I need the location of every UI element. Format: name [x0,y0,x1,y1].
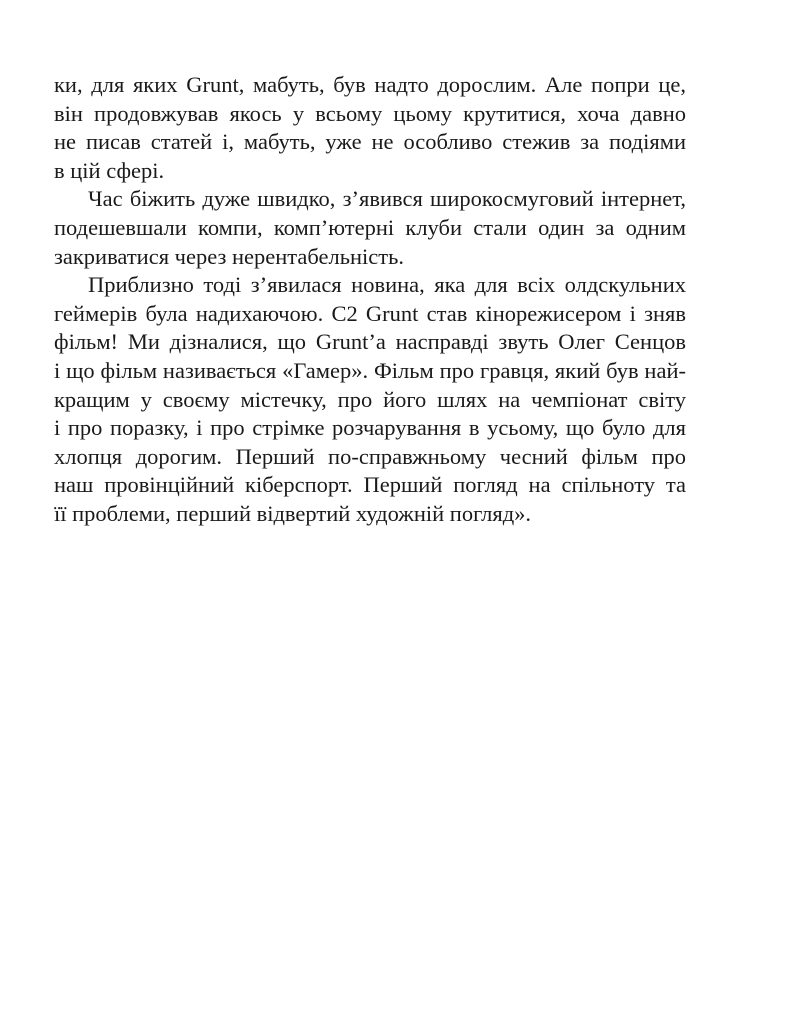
text-line: фільм! Ми дізналися, що Grunt’а насправді звуть Олег Сенцов [54,329,686,355]
text-line: наш провінційний кіберспорт. Перший погляд на спільноту та [54,472,686,498]
text-line: не писав статей і, мабуть, уже не особливо стежив за подіями [54,129,686,155]
paragraph [54,185,686,271]
text-line: Час біжить дуже швидко, з’явився широкосмуговий інтернет, [88,186,686,212]
text-line: закриватися через нерентабельність. [54,243,405,269]
text-line: геймерів була надихаючою. С2 Grunt став кінорежисером і зняв [54,300,686,326]
text-line: хлопця дорогим. Перший по-справжньому чесний фільм про [54,443,686,469]
text-line: її проблеми, перший відвертий художній погляд». [54,500,532,526]
text-line: в цій сфері. [54,157,165,183]
paragraph [54,271,686,528]
text-line: Приблизно тоді з’явилася новина, яка для всіх олдскульних [88,272,686,298]
text-line: ки, для яких Grunt, мабуть, був надто дорослим. Але попри це, [54,72,686,97]
body-text [54,71,686,529]
text-line: кращим у своєму містечку, про його шлях на чемпіонат світу [54,386,686,412]
paragraph [54,71,686,185]
text-line: і що фільм називається «Гамер». Фільм про гравця, який був най- [54,357,686,383]
text-line: подешевшали компи, комп’ютерні клуби стали один за одним [54,214,686,240]
text-line: він продовжував якось у всьому цьому крутитися, хоча давно [54,100,686,126]
text-line: і про поразку, і про стрімке розчарування в усьому, що було для [54,415,686,441]
